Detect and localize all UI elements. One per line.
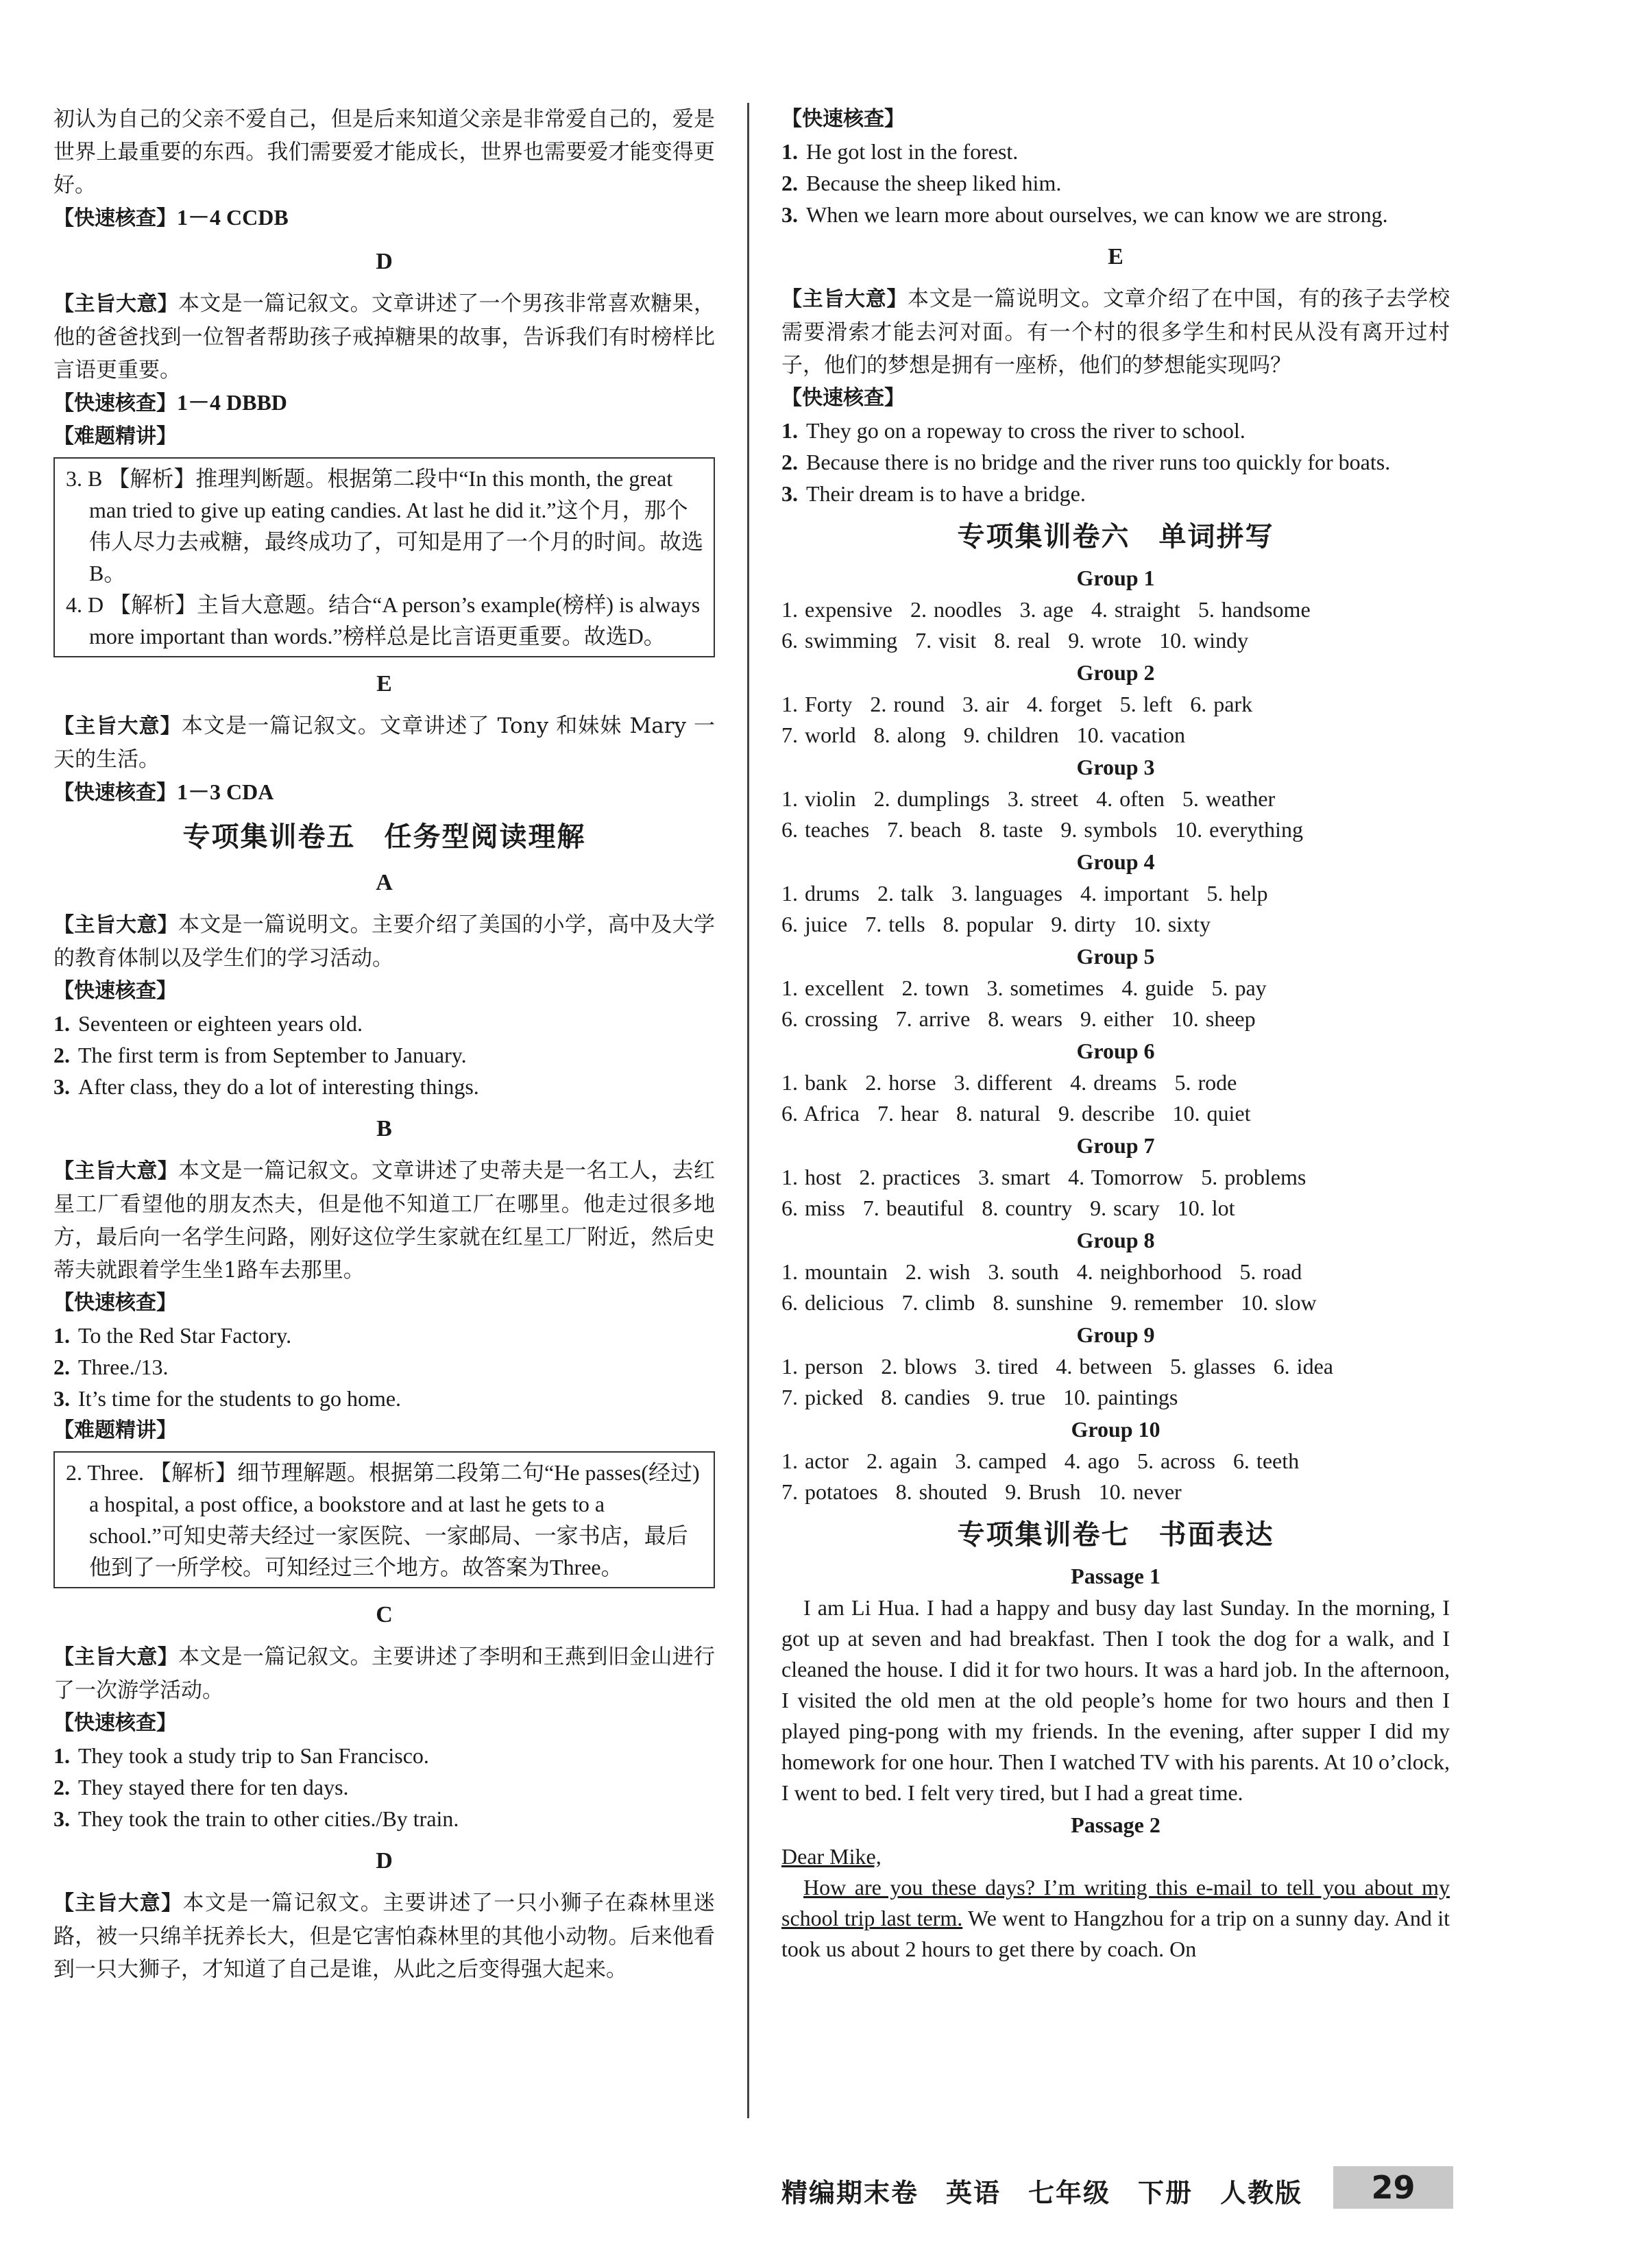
answer-word: 3. street (1007, 786, 1079, 811)
answer-row (781, 689, 1450, 720)
answer-word: 8. country (982, 1196, 1073, 1220)
answer-line: 3. They took the train to other cities./By train. (53, 1806, 459, 1831)
answer-word: 1. person (781, 1354, 864, 1379)
answer-word: 10. quiet (1172, 1101, 1251, 1126)
answer-word: 2. town (901, 975, 969, 1000)
answer-word: 10. paintings (1063, 1385, 1178, 1409)
explanation-item: 2. Three. 【解析】细节理解题。根据第二段第二句“He passes(经过) a hospital, a post office, a bookstore and at last he gets to a school.”可知史蒂夫经过一家医院、一家邮局、一家书店，最后他到了一所学校。可知经过三个地方。故答案为Three。 (66, 1460, 700, 1579)
answer-word: 10. vacation (1076, 723, 1185, 747)
quick-check (53, 387, 715, 420)
underlined-opening: How are you these days? I’m writing this e-mail to tell you about my school trip last term. (781, 1875, 1450, 1930)
answer-word: 5. handsome (1198, 597, 1311, 622)
answer-row (781, 909, 1450, 940)
answer-word: 2. talk (877, 881, 934, 906)
answer-word: 5. road (1239, 1259, 1302, 1284)
section-head-d: D (376, 249, 393, 274)
page-footer (781, 2166, 1453, 2211)
answer-word: 6. teaches (781, 817, 870, 842)
group-heading: Group 1 (1076, 566, 1155, 590)
quick-check-label: 【快速核查】 (53, 979, 177, 1003)
book-title: 精编期末卷 英语 七年级 下册 人教版 (781, 2178, 1303, 2208)
answer-word: 2. noodles (910, 597, 1002, 622)
right-column (781, 103, 1450, 1965)
quick-check-label: 【快速核查】 (53, 1291, 177, 1315)
answer-row (781, 814, 1450, 845)
answer-word: 4. neighborhood (1076, 1259, 1222, 1284)
answer-word: 7. arrive (895, 1006, 971, 1031)
answer-word: 5. pay (1211, 975, 1267, 1000)
left-column (53, 103, 715, 1986)
hard-question-label: 【难题精讲】 (53, 424, 177, 448)
answer-word: 10. never (1098, 1479, 1182, 1504)
main-idea-text: 本文是一篇记叙文。文章讲述了一个男孩非常喜欢糖果，他的爸爸找到一位智者帮助孩子戒掉糖果的故事，告诉我们有时榜样比言语更重要。 (53, 291, 715, 383)
answer-line: 1. They go on a ropeway to cross the river to school. (781, 418, 1246, 443)
group-heading: Group 6 (1076, 1039, 1155, 1063)
section-head-a: A (376, 870, 393, 895)
section-head-e2: E (1108, 244, 1123, 269)
answer-word: 5. across (1137, 1448, 1215, 1473)
passage-2-rest: We went to Hangzhou for a trip on a sunny day. And it took us about 2 hours to get there by coach. On (781, 1906, 1450, 1961)
answer-word: 3. air (962, 692, 1009, 716)
answer-word: 3. tired (974, 1354, 1038, 1379)
answer-line: 2. Because the sheep liked him. (781, 171, 1062, 195)
answer-word: 4. often (1096, 786, 1165, 811)
answer-word: 7. visit (915, 628, 977, 653)
main-idea-label: 【主旨大意】 (781, 287, 908, 311)
answer-word: 7. potatoes (781, 1479, 878, 1504)
answer-word: 6. juice (781, 912, 848, 936)
quick-check-label: 【快速核查】 (53, 781, 177, 805)
answer-word: 8. wears (988, 1006, 1062, 1031)
answer-word: 2. round (870, 692, 945, 716)
answer-word: 2. practices (859, 1165, 961, 1189)
main-idea-e (53, 710, 715, 776)
answer-word: 7. beautiful (862, 1196, 964, 1220)
answer-line: 2. Three./13. (53, 1355, 169, 1379)
main-idea-label: 【主旨大意】 (53, 1891, 183, 1915)
answer-row (781, 1477, 1450, 1507)
group-heading: Group 10 (1071, 1417, 1161, 1442)
answer-line: 1. He got lost in the forest. (781, 139, 1019, 164)
answer-word: 9. symbols (1060, 817, 1158, 842)
main-idea-text: 本文是一篇说明文。主要介绍了美国的小学，高中及大学的教育体制以及学生们的学习活动。 (53, 912, 715, 971)
main-idea-d (53, 287, 715, 387)
answer-line: 3. After class, they do a lot of interesting things. (53, 1074, 479, 1099)
answer-word: 9. scary (1090, 1196, 1160, 1220)
passage-1-text: I am Li Hua. I had a happy and busy day last Sunday. In the morning, I got up at seven and had breakfast. Then I took the dog for a walk, and I cleaned the house. I did it for two hours. It was a hard job. In the afternoon, I visited the old men at the old people’s home for two hours and then I played ping-pong with my friends. In the evening, after supper I did my homework for one hour. Then I watched TV with his parents. At 10 o’clock, I went to bed. I felt very tired, but I had a great time. (781, 1595, 1450, 1805)
answer-word: 1. bank (781, 1070, 848, 1095)
answer-word: 8. candies (881, 1385, 971, 1409)
answer-word: 10. sheep (1171, 1006, 1256, 1031)
answer-word: 9. children (963, 723, 1059, 747)
answer-word: 1. expensive (781, 597, 892, 622)
answer-word: 2. again (866, 1448, 938, 1473)
answer-word: 5. rode (1174, 1070, 1237, 1095)
group-heading: Group 9 (1076, 1322, 1155, 1347)
answer-row (781, 973, 1450, 1004)
answer-word: 4. straight (1091, 597, 1180, 622)
section-title-5: 专项集训卷五 任务型阅读理解 (182, 821, 586, 853)
answer-row (781, 720, 1450, 751)
answer-line: 2. The first term is from September to January. (53, 1043, 467, 1067)
answer-word: 1. excellent (781, 975, 884, 1000)
answer-word: 7. hear (877, 1101, 939, 1126)
explanation-item: 3. B 【解析】推理判断题。根据第二段中“In this month, the great man tried to give up eating candies. At last he did it.”这个月，那个伟人尽力去戒糖，最终成功了，可知是用了一个月的时间。故选B。 (66, 466, 704, 585)
answer-word: 3. sometimes (986, 975, 1104, 1000)
answer-row (781, 1098, 1450, 1129)
answer-word: 10. everything (1175, 817, 1303, 842)
answer-row (781, 1382, 1450, 1413)
answer-word: 6. swimming (781, 628, 898, 653)
section-head-e: E (376, 671, 392, 696)
answer-word: 10. sixty (1133, 912, 1211, 936)
group-heading: Group 3 (1076, 755, 1155, 779)
main-idea-label: 【主旨大意】 (53, 1645, 178, 1669)
answer-word: 5. weather (1182, 786, 1276, 811)
main-idea-b (53, 1154, 715, 1287)
main-idea-text: 本文是一篇记叙文。文章讲述了 Tony 和妹妹 Mary 一天的生活。 (53, 714, 716, 772)
main-idea-d2 (53, 1887, 715, 1986)
answer-word: 1. drums (781, 881, 860, 906)
quick-check (53, 776, 715, 810)
letter-greeting: Dear Mike, (781, 1844, 882, 1869)
answer-word: 9. remember (1110, 1290, 1224, 1315)
answer-word: 7. picked (781, 1385, 864, 1409)
group-heading: Group 2 (1076, 660, 1155, 685)
answer-row (781, 1351, 1450, 1382)
main-idea-label: 【主旨大意】 (53, 292, 178, 316)
quick-check (53, 202, 715, 235)
main-idea-text: 本文是一篇记叙文。文章讲述了史蒂夫是一名工人，去红星工厂看望他的朋友杰夫，但是他不知道工厂在哪里。他走过很多地方，最后向一名学生问路，刚好这位学生家就在红星工厂附近，然后史蒂夫就跟着学生坐1路车去那里。 (53, 1159, 715, 1283)
answer-word: 8. natural (956, 1101, 1041, 1126)
quick-check-answers: 1－4 CCDB (177, 205, 289, 230)
answer-word: 7. climb (901, 1290, 975, 1315)
main-idea-text: 本文是一篇说明文。文章介绍了在中国，有的孩子去学校需要滑索才能去河对面。有一个村的很多学生和村民从没有离开过村子，他们的梦想是拥有一座桥，他们的梦想能实现吗？ (781, 287, 1450, 378)
answer-row (781, 594, 1450, 625)
answer-word: 1. Forty (781, 692, 853, 716)
quick-check-answers: 1－3 CDA (177, 779, 274, 804)
answer-word: 3. languages (951, 881, 1062, 906)
answer-word: 9. either (1080, 1006, 1154, 1031)
answer-word: 8. along (873, 723, 946, 747)
answer-word: 10. slow (1241, 1290, 1317, 1315)
main-idea-text: 本文是一篇记叙文。主要讲述了一只小狮子在森林里迷路，被一只绵羊抚养长大，但是它害怕森林里的其他小动物。后来他看到一只大狮子，才知道了自己是谁，从此之后变得强大起来。 (53, 1891, 715, 1982)
answer-word: 6. idea (1273, 1354, 1333, 1379)
answer-word: 2. wish (905, 1259, 971, 1284)
answer-row (781, 1193, 1450, 1224)
answer-word: 8. real (994, 628, 1051, 653)
answer-word: 4. dreams (1070, 1070, 1157, 1095)
answer-word: 1. actor (781, 1448, 849, 1473)
passage-1-head: Passage 1 (1071, 1564, 1161, 1588)
explanation-item: 4. D 【解析】主旨大意题。结合“A person’s example(榜样) is always more important than words.”榜样总是比言语更重要。故选D。 (66, 592, 701, 648)
answer-word: 9. dirty (1051, 912, 1116, 936)
main-idea-label: 【主旨大意】 (53, 714, 182, 738)
answer-row (781, 1257, 1450, 1287)
section-head-d2: D (376, 1848, 393, 1874)
answer-line: 1. To the Red Star Factory. (53, 1323, 292, 1348)
answer-word: 7. world (781, 723, 856, 747)
answer-word: 2. dumplings (873, 786, 990, 811)
answer-word: 9. wrote (1068, 628, 1142, 653)
answer-row (781, 625, 1450, 656)
section-title-6: 专项集训卷六 单词拼写 (957, 521, 1274, 553)
group-heading: Group 4 (1076, 849, 1155, 874)
section-title-7: 专项集训卷七 书面表达 (957, 1519, 1274, 1551)
answer-word: 6. Africa (781, 1101, 860, 1126)
answer-word: 8. sunshine (993, 1290, 1093, 1315)
answer-row (781, 878, 1450, 909)
answer-word: 10. windy (1159, 628, 1249, 653)
answer-word: 8. shouted (895, 1479, 988, 1504)
answer-word: 6. delicious (781, 1290, 884, 1315)
group-heading: Group 8 (1076, 1228, 1155, 1252)
answer-word: 9. describe (1058, 1101, 1155, 1126)
section-head-c: C (376, 1602, 393, 1627)
quick-check-answers: 1－4 DBBD (177, 390, 287, 415)
answer-line: 2. They stayed there for ten days. (53, 1775, 349, 1799)
quick-check-label: 【快速核查】 (53, 206, 177, 230)
answer-word: 6. park (1190, 692, 1253, 716)
answer-word: 4. ago (1064, 1448, 1119, 1473)
answer-word: 7. beach (887, 817, 962, 842)
quick-check-label: 【快速核查】 (53, 1711, 177, 1735)
section-head-b: B (376, 1116, 392, 1141)
column-divider (747, 103, 749, 2118)
answer-row (781, 1287, 1450, 1318)
explanation-box-d (53, 457, 715, 657)
answer-line: 1. Seventeen or eighteen years old. (53, 1011, 363, 1036)
answer-word: 4. forget (1026, 692, 1102, 716)
answer-word: 3. camped (955, 1448, 1047, 1473)
main-idea-e2 (781, 282, 1450, 382)
answer-line: 3. It’s time for the students to go home. (53, 1386, 402, 1411)
answer-row (781, 1004, 1450, 1034)
main-idea-label: 【主旨大意】 (53, 1159, 178, 1183)
page-number: 29 (1333, 2166, 1453, 2209)
answer-word: 1. host (781, 1165, 842, 1189)
passage-2-head: Passage 2 (1071, 1813, 1161, 1837)
answer-word: 6. teeth (1232, 1448, 1300, 1473)
answer-word: 4. between (1056, 1354, 1153, 1379)
answer-word: 9. true (988, 1385, 1045, 1409)
answer-word: 2. horse (865, 1070, 936, 1095)
answer-row (781, 1446, 1450, 1477)
answer-row (781, 1067, 1450, 1098)
explanation-box-b (53, 1451, 715, 1588)
answer-line: 3. Their dream is to have a bridge. (781, 481, 1086, 506)
main-idea-text: 本文是一篇记叙文。主要讲述了李明和王燕到旧金山进行了一次游学活动。 (53, 1645, 715, 1703)
answer-line: 1. They took a study trip to San Francisco. (53, 1743, 429, 1768)
answer-word: 5. problems (1201, 1165, 1307, 1189)
main-idea-a (53, 908, 715, 975)
answer-row (781, 784, 1450, 814)
answer-word: 4. important (1080, 881, 1189, 906)
answer-word: 2. blows (881, 1354, 957, 1379)
answer-row (781, 1162, 1450, 1193)
answer-line: 2. Because there is no bridge and the river runs too quickly for boats. (781, 450, 1391, 474)
answer-word: 3. south (988, 1259, 1059, 1284)
main-idea-label: 【主旨大意】 (53, 913, 178, 937)
hard-question-label: 【难题精讲】 (53, 1418, 177, 1442)
answer-word: 1. mountain (781, 1259, 888, 1284)
answer-word: 6. crossing (781, 1006, 878, 1031)
passage-2-text (781, 1872, 1450, 1965)
group-heading: Group 5 (1076, 944, 1155, 969)
answer-word: 8. popular (943, 912, 1034, 936)
quick-check-label: 【快速核查】 (781, 107, 905, 131)
answer-word: 3. age (1019, 597, 1073, 622)
answer-word: 5. glasses (1170, 1354, 1256, 1379)
answer-word: 1. violin (781, 786, 856, 811)
answer-word: 9. Brush (1005, 1479, 1081, 1504)
answer-word: 6. miss (781, 1196, 845, 1220)
main-idea-c (53, 1640, 715, 1707)
quick-check-label: 【快速核查】 (53, 391, 177, 415)
answer-word: 4. Tomorrow (1068, 1165, 1184, 1189)
answer-word: 4. guide (1121, 975, 1194, 1000)
answer-word: 3. smart (978, 1165, 1051, 1189)
word-spelling-groups (781, 563, 1450, 1507)
answer-word: 8. taste (979, 817, 1043, 842)
answer-word: 5. left (1119, 692, 1173, 716)
quick-check-label: 【快速核查】 (781, 386, 905, 410)
answer-word: 7. tells (865, 912, 925, 936)
answer-line: 3. When we learn more about ourselves, we can know we are strong. (781, 202, 1388, 227)
answer-word: 10. lot (1177, 1196, 1235, 1220)
answer-word: 5. help (1206, 881, 1268, 906)
passage-c-continued: 初认为自己的父亲不爱自己，但是后来知道父亲是非常爱自己的，爱是世界上最重要的东西。我们需要爱才能成长，世界也需要爱才能变得更好。 (53, 107, 715, 197)
answer-word: 3. different (953, 1070, 1053, 1095)
group-heading: Group 7 (1076, 1133, 1155, 1158)
